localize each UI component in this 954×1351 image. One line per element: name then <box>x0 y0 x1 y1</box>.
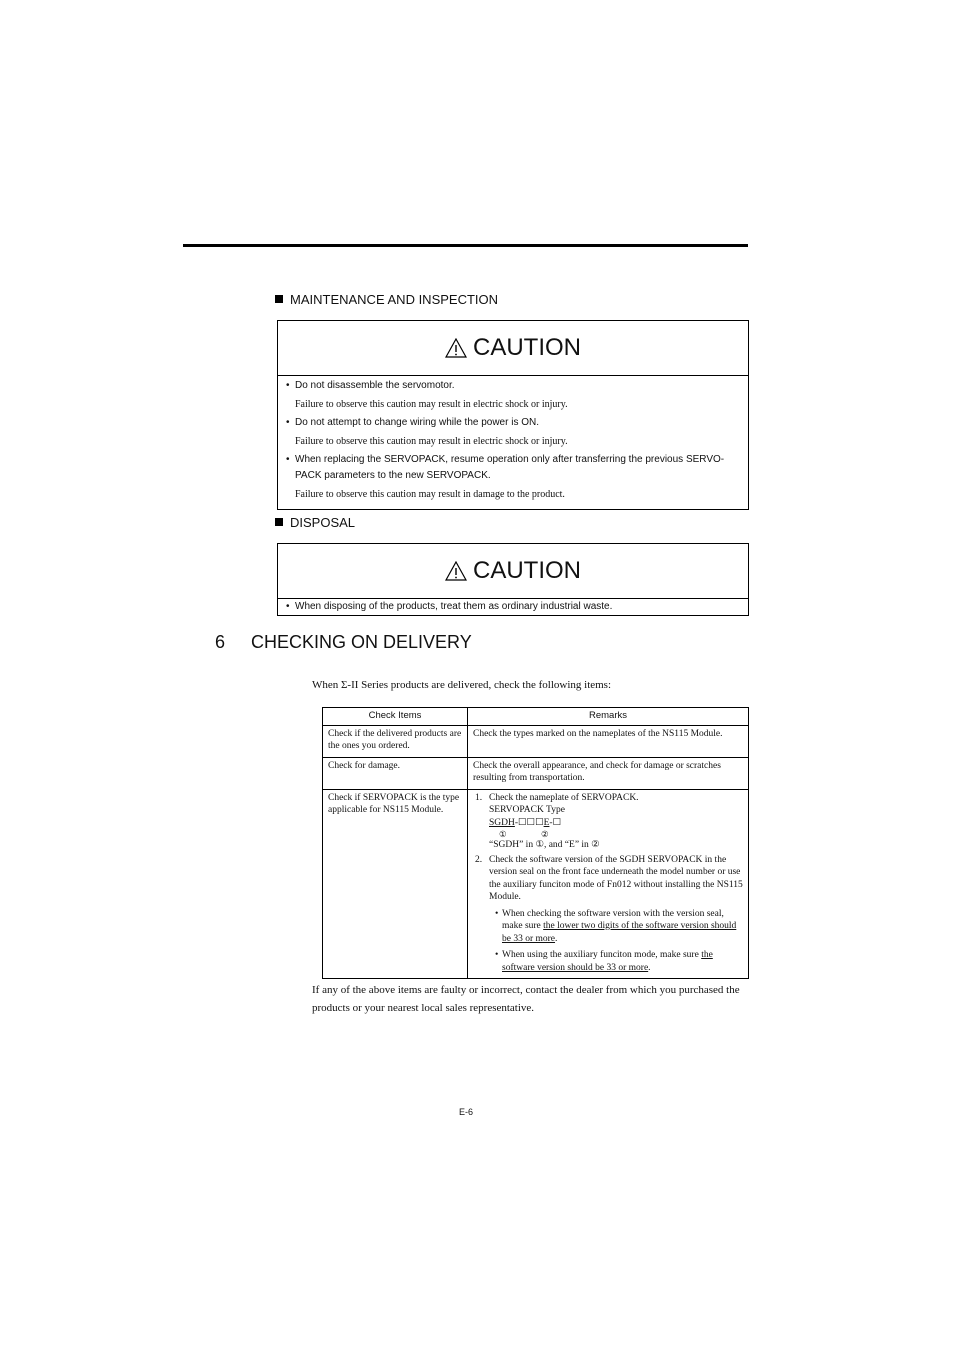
table-row <box>323 725 749 757</box>
numbered-step: 1. Check the nameplate of SERVOPACK. SERVOPACK Type SGDH-☐☐☐E-☐ ① ② “SGDH” in ①, and “E” in ② <box>473 792 743 852</box>
model-markers: ① ② <box>499 829 549 839</box>
check-item-cell: Check if SERVOPACK is the type applicable for NS115 Module. <box>323 789 468 979</box>
remark-cell: Check the types marked on the nameplates of the NS115 Module. <box>468 725 749 757</box>
caution-item: • Do not disassemble the servomotor. <box>286 378 740 394</box>
remark-cell <box>468 789 749 979</box>
caution-item: • When disposing of the products, treat them as ordinary industrial waste. <box>286 599 740 615</box>
table-row <box>323 757 749 789</box>
caution-item: • When replacing the SERVOPACK, resume operation only after transferring the previous SERVO-PACK parameters to the new SERVOPACK. <box>286 452 740 484</box>
sub-bullet: • When checking the software version with the version seal, make sure the lower two digits of the software version should be 33 or more. <box>473 908 743 946</box>
disposal-caution-box <box>277 543 749 616</box>
header-rule <box>183 244 748 247</box>
column-header: Remarks <box>468 708 749 726</box>
page-number: E-6 <box>459 1107 474 1117</box>
model-code: SGDH-☐☐☐E-☐ <box>489 817 562 828</box>
check-item-cell: Check if the delivered products are the ones you ordered. <box>323 725 468 757</box>
table-row <box>323 789 749 979</box>
caution-header: CAUTION <box>278 321 748 376</box>
remark-cell: Check the overall appearance, and check for damage or scratches resulting from transportation. <box>468 757 749 789</box>
black-square-icon <box>275 518 283 526</box>
caution-note: Failure to observe this caution may result in electric shock or injury. <box>295 399 568 410</box>
table-header-row <box>323 708 749 726</box>
warning-triangle-icon <box>445 561 467 581</box>
caution-item: • Do not attempt to change wiring while the power is ON. <box>286 415 740 431</box>
numbered-step: 2. Check the software version of the SGDH SERVOPACK in the version seal on the front face underneath the model number or use the auxiliary funciton mode of Fn012 without installing the NS115 Module. <box>475 854 743 902</box>
caution-note: Failure to observe this caution may result in damage to the product. <box>295 489 565 500</box>
maintenance-caution-box <box>277 320 749 510</box>
warning-triangle-icon <box>445 338 467 358</box>
section-intro: When Σ-II Series products are delivered, check the following items: <box>312 679 612 691</box>
check-item-cell: Check for damage. <box>323 757 468 789</box>
sub-bullet: • When using the auxiliary funciton mode, make sure the software version should be 33 or more. <box>473 949 743 974</box>
section-outro: If any of the above items are faulty or incorrect, contact the dealer from which you purchased the products or your nearest local sales representative. <box>312 984 740 1014</box>
disposal-heading: DISPOSAL <box>275 515 355 530</box>
caution-header: CAUTION <box>278 544 748 599</box>
black-square-icon <box>275 295 283 303</box>
delivery-check-table <box>322 707 749 979</box>
caution-note: Failure to observe this caution may result in electric shock or injury. <box>295 436 568 447</box>
maintenance-heading: MAINTENANCE AND INSPECTION <box>275 292 498 307</box>
column-header: Check Items <box>323 708 468 726</box>
section-heading: 6 CHECKING ON DELIVERY <box>215 632 472 652</box>
